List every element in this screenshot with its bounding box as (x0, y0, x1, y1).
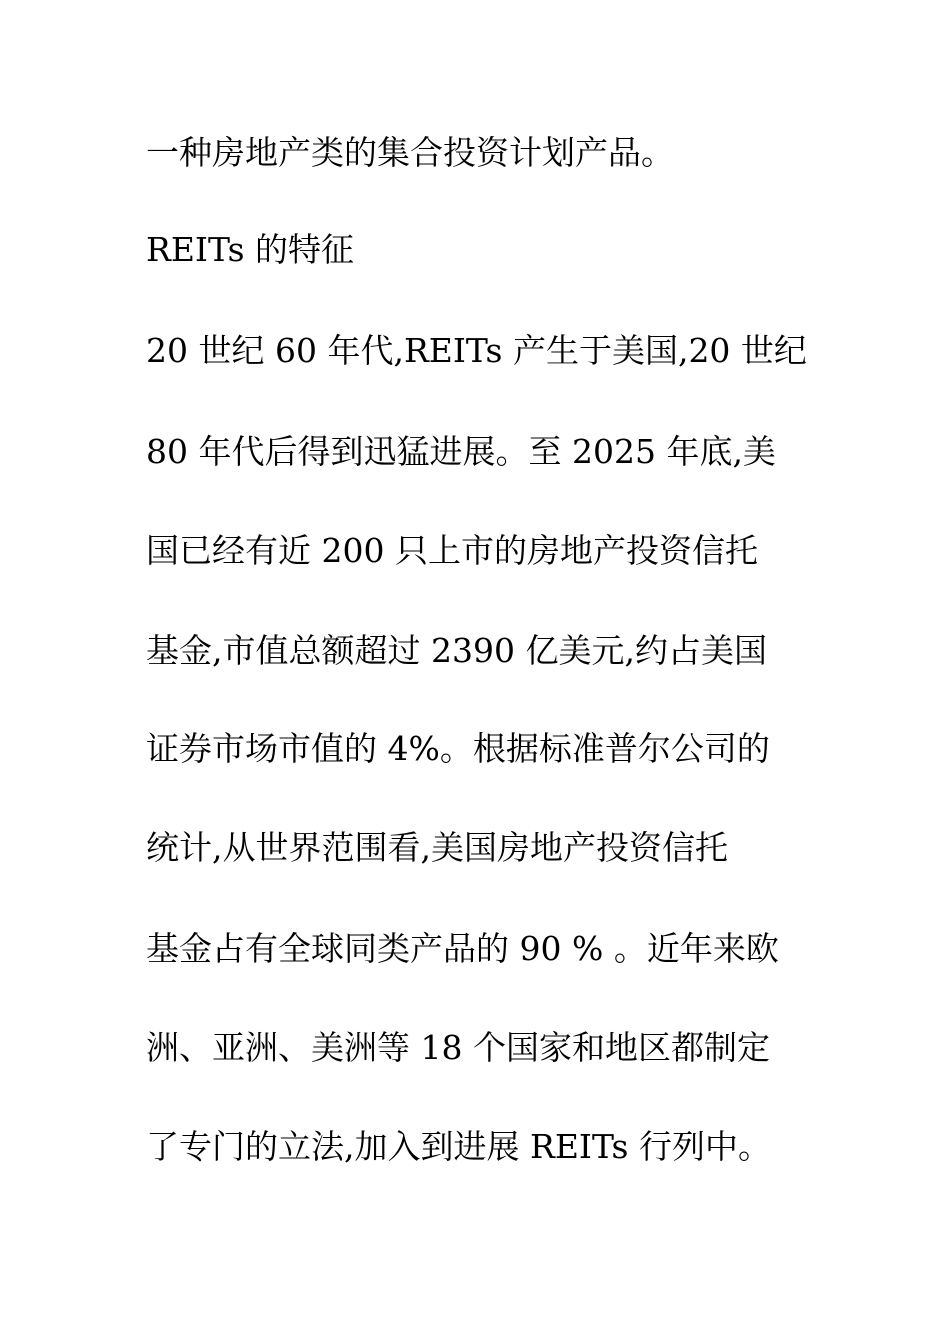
paragraph-line-1: 一种房地产类的集合投资计划产品。 (146, 133, 674, 172)
paragraph-line-10: 了专门的立法,加入到进展 REITs 行列中。 (146, 1127, 771, 1166)
paragraph-line-8: 基金占有全球同类产品的 90 % 。近年来欧 (146, 929, 779, 968)
paragraph-line-4: 国已经有近 200 只上市的房地产投资信托 (146, 531, 758, 570)
paragraph-line-3: 80 年代后得到迅猛进展。至 2025 年底,美 (146, 432, 776, 471)
paragraph-line-6: 证券市场市值的 4%。根据标准普尔公司的 (146, 729, 770, 768)
paragraph-line-2: 20 世纪 60 年代,REITs 产生于美国,20 世纪 (146, 331, 807, 370)
paragraph-line-5: 基金,市值总额超过 2390 亿美元,约占美国 (146, 631, 767, 670)
paragraph-line-7: 统计,从世界范围看,美国房地产投资信托 (146, 828, 728, 867)
paragraph-line-9: 洲、亚洲、美洲等 18 个国家和地区都制定 (146, 1028, 770, 1067)
section-heading: REITs 的特征 (146, 230, 355, 269)
